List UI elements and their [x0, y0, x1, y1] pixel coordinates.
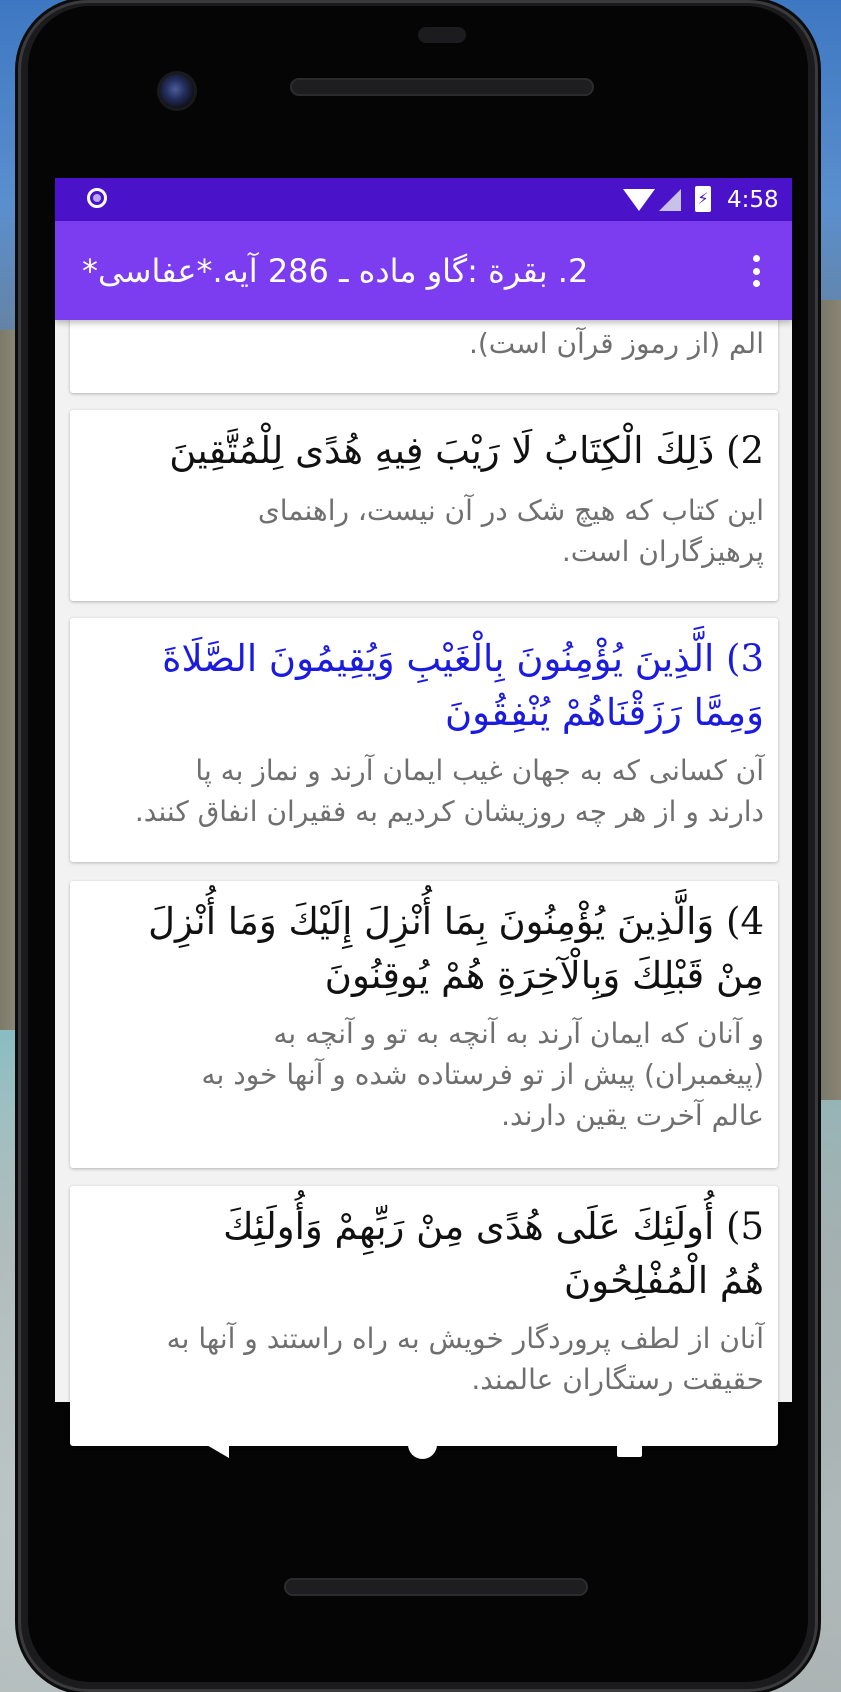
verse-arabic-text: مِنْ قَبْلِكَ وَبِالْآخِرَةِ هُمْ يُوقِنُونَ — [324, 954, 764, 997]
status-bar — [55, 178, 792, 221]
front-camera-icon — [160, 74, 194, 108]
verse-arabic-text: 5) أُولَئِكَ عَلَى هُدًى مِنْ رَبِّهِمْ وَأُولَئِكَ — [223, 1205, 764, 1248]
verse-arabic-text: 2) ذَلِكَ الْكِتَابُ لَا رَيْبَ فِيهِ هُدًى لِلْمُتَّقِينَ — [169, 429, 764, 472]
verse-card-4[interactable] — [70, 881, 778, 1168]
verse-arabic-text: وَمِمَّا رَزَقْنَاهُمْ يُنْفِقُونَ — [444, 691, 764, 734]
verse-translation-line: الم (از رموز قرآن است). — [468, 327, 764, 360]
verse-translation-line: عالم آخرت یقین دارند. — [501, 1099, 764, 1132]
bottom-speaker-grille — [284, 1578, 588, 1596]
navigation-bar — [55, 1402, 792, 1487]
recents-icon[interactable] — [617, 1432, 642, 1457]
verse-translation-line: آن کسانی که به جهان غیب ایمان آرند و نماز به پا — [195, 754, 764, 787]
verse-card-2[interactable] — [70, 410, 778, 601]
home-icon[interactable] — [408, 1430, 437, 1459]
app-screen — [55, 178, 792, 1402]
surah-title: 2. بقرة :گاو ماده ـ 286 آیه.*عفاسی* — [82, 252, 589, 290]
verse-arabic-text: 4) وَالَّذِينَ يُؤْمِنُونَ بِمَا أُنْزِلَ إِلَيْكَ وَمَا أُنْزِلَ — [148, 900, 764, 943]
notification-circle-icon — [87, 188, 107, 208]
verse-translation-line: پرهیزگاران است. — [561, 535, 764, 568]
app-toolbar — [55, 221, 792, 320]
verse-arabic-text: 3) الَّذِينَ يُؤْمِنُونَ بِالْغَيْبِ وَيُقِيمُونَ الصَّلَاةَ — [162, 637, 764, 680]
menu-dot — [753, 280, 760, 287]
verse-translation-line: دارند و از هر چه روزیشان کردیم به فقیران انفاق کنند. — [134, 795, 764, 828]
verse-translation-line: آنان از لطف پروردگار خویش به راه راستند و آنها به — [166, 1322, 764, 1355]
verse-translation-line: این کتاب که هیچ شک در آن نیست، راهنمای — [257, 494, 764, 527]
top-speaker-grille — [290, 78, 594, 96]
signal-icon — [659, 189, 681, 211]
verse-translation-line: و آنان که ایمان آرند به آنچه به تو و آنچه به — [273, 1017, 764, 1050]
verse-list[interactable] — [55, 320, 792, 1402]
menu-dot — [753, 255, 760, 262]
menu-dot — [753, 268, 760, 275]
verse-translation-line: حقیقت رستگاران عالمند. — [471, 1363, 764, 1396]
wifi-icon — [623, 189, 655, 211]
battery-charging-icon: ⚡ — [695, 186, 711, 212]
overflow-menu-icon[interactable] — [742, 251, 770, 291]
back-icon[interactable] — [205, 1430, 229, 1458]
phone-top-slot — [418, 27, 466, 43]
status-time: 4:58 — [727, 187, 779, 213]
verse-translation-line: (پیغمبران) پیش از تو فرستاده شده و آنها خود به — [201, 1058, 764, 1091]
verse-card-3-active[interactable] — [70, 618, 778, 862]
verse-arabic-text: هُمُ الْمُفْلِحُونَ — [564, 1259, 764, 1302]
